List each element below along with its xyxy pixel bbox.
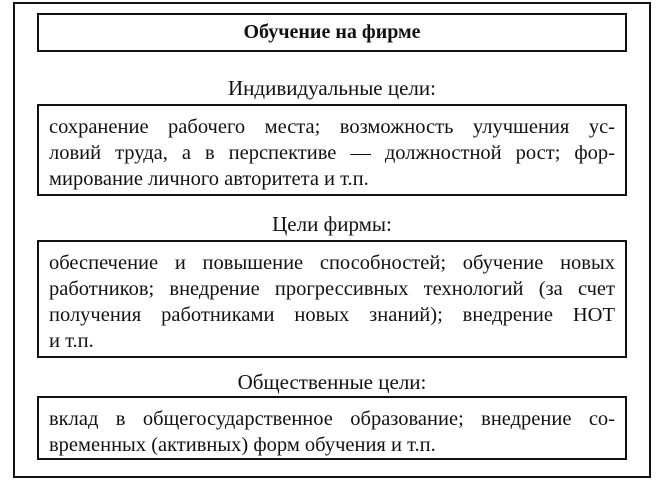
text-line: сохранение рабочего места; возможность улучшения ус- — [49, 116, 615, 138]
text-line: мирование личного авторитета и т.п. — [49, 168, 369, 190]
text-line: обеспечение и повышение способностей; обучение новых — [49, 252, 615, 274]
diagram-title: Обучение на фирме — [37, 13, 627, 52]
section-box-company — [37, 240, 627, 358]
text-line: ловий труда, а в перспективе — должностной рост; фор- — [49, 142, 615, 164]
section-label-company: Цели фирмы: — [272, 212, 392, 236]
section-box-social — [37, 396, 627, 460]
section-box-individual — [37, 104, 627, 196]
section-label-individual: Индивидуальные цели: — [228, 76, 436, 100]
text-line: работников; внедрение прогрессивных технологий (за счет — [49, 278, 615, 300]
text-line: вклад в общегосударственное образование; внедрение со- — [49, 408, 615, 430]
text-line: получения работниками новых знаний); внедрение НОТ — [49, 304, 615, 326]
text-line: и т.п. — [49, 330, 94, 352]
text-line: временных (активных) форм обучения и т.п. — [49, 434, 436, 456]
section-label-social: Общественные цели: — [237, 370, 427, 394]
